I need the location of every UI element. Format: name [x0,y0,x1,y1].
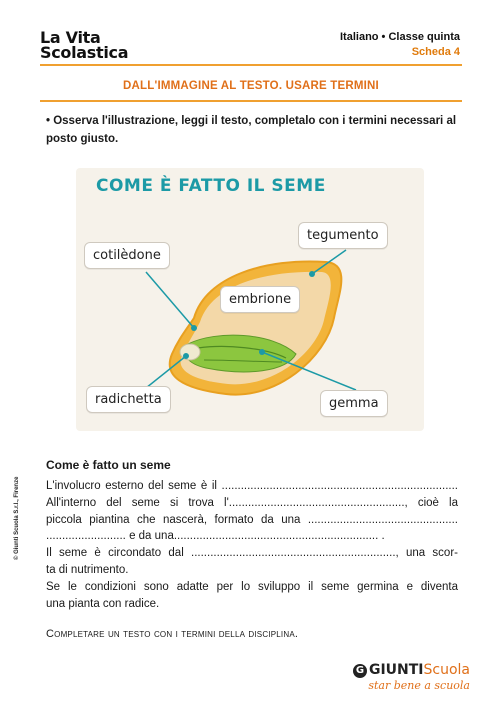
subject-label: Italiano • Classe quinta [340,31,460,43]
label-gemma: gemma [320,390,388,417]
exercise-line: ta di nutrimento. [46,563,129,576]
instruction-text: • Osserva l'illustrazione, leggi il testo, completalo con i termini necessari al posto giusto. [46,115,457,145]
exercise-line: All'interno del seme si trova l'......................................................., cioè la [46,496,458,509]
publisher-logo [353,662,470,692]
illustration-title: COME È FATTO IL SEME [96,176,326,196]
brand-line-2: Scolastica [40,43,129,62]
sheet-number: Scheda 4 [411,46,460,58]
publisher-name [353,662,470,678]
footnote: Completare un testo con i termini della disciplina. [46,628,299,640]
publisher-tagline: star bene a scuola [368,679,470,692]
magazine-logo [40,30,150,60]
exercise-text [46,478,458,612]
exercise-line: Il seme è circondato dal ................................................................, una scor- [46,547,458,560]
exercise-line: Se le condizioni sono adatte per lo sviluppo il seme germina e diventa [46,580,458,593]
giunti-g-icon: G [353,664,367,678]
exercise-heading: Come è fatto un seme [46,458,171,472]
exercise-line: piccola piantina che nascerà, formato da una ............................................... [46,513,458,526]
publisher-name-suffix: Scuola [423,662,470,678]
sheet-meta [340,30,460,60]
top-divider [40,64,462,66]
sheet-title: DALL'IMMAGINE AL TESTO. USARE TERMINI [123,80,379,92]
exercise-line: una pianta con radice. [46,597,160,610]
leader-cotiledone [146,272,194,328]
label-cotiledone: cotilèdone [84,242,170,269]
exercise-line: L'involucro esterno del seme è il .......................................................................... [46,480,458,492]
copyright-credit: © Giunti Scuola S.r.l., Firenze [14,476,20,560]
label-tegumento: tegumento [298,222,388,249]
label-radichetta: radichetta [86,386,171,413]
brand-line-1: La Vita [40,28,101,47]
label-embrione: embrione [220,286,300,313]
title-divider [40,100,462,102]
exercise-line: ......................... e da una................................................................ . [46,530,385,543]
seed-illustration [76,168,424,431]
publisher-name-text: GIUNTI [368,662,424,678]
